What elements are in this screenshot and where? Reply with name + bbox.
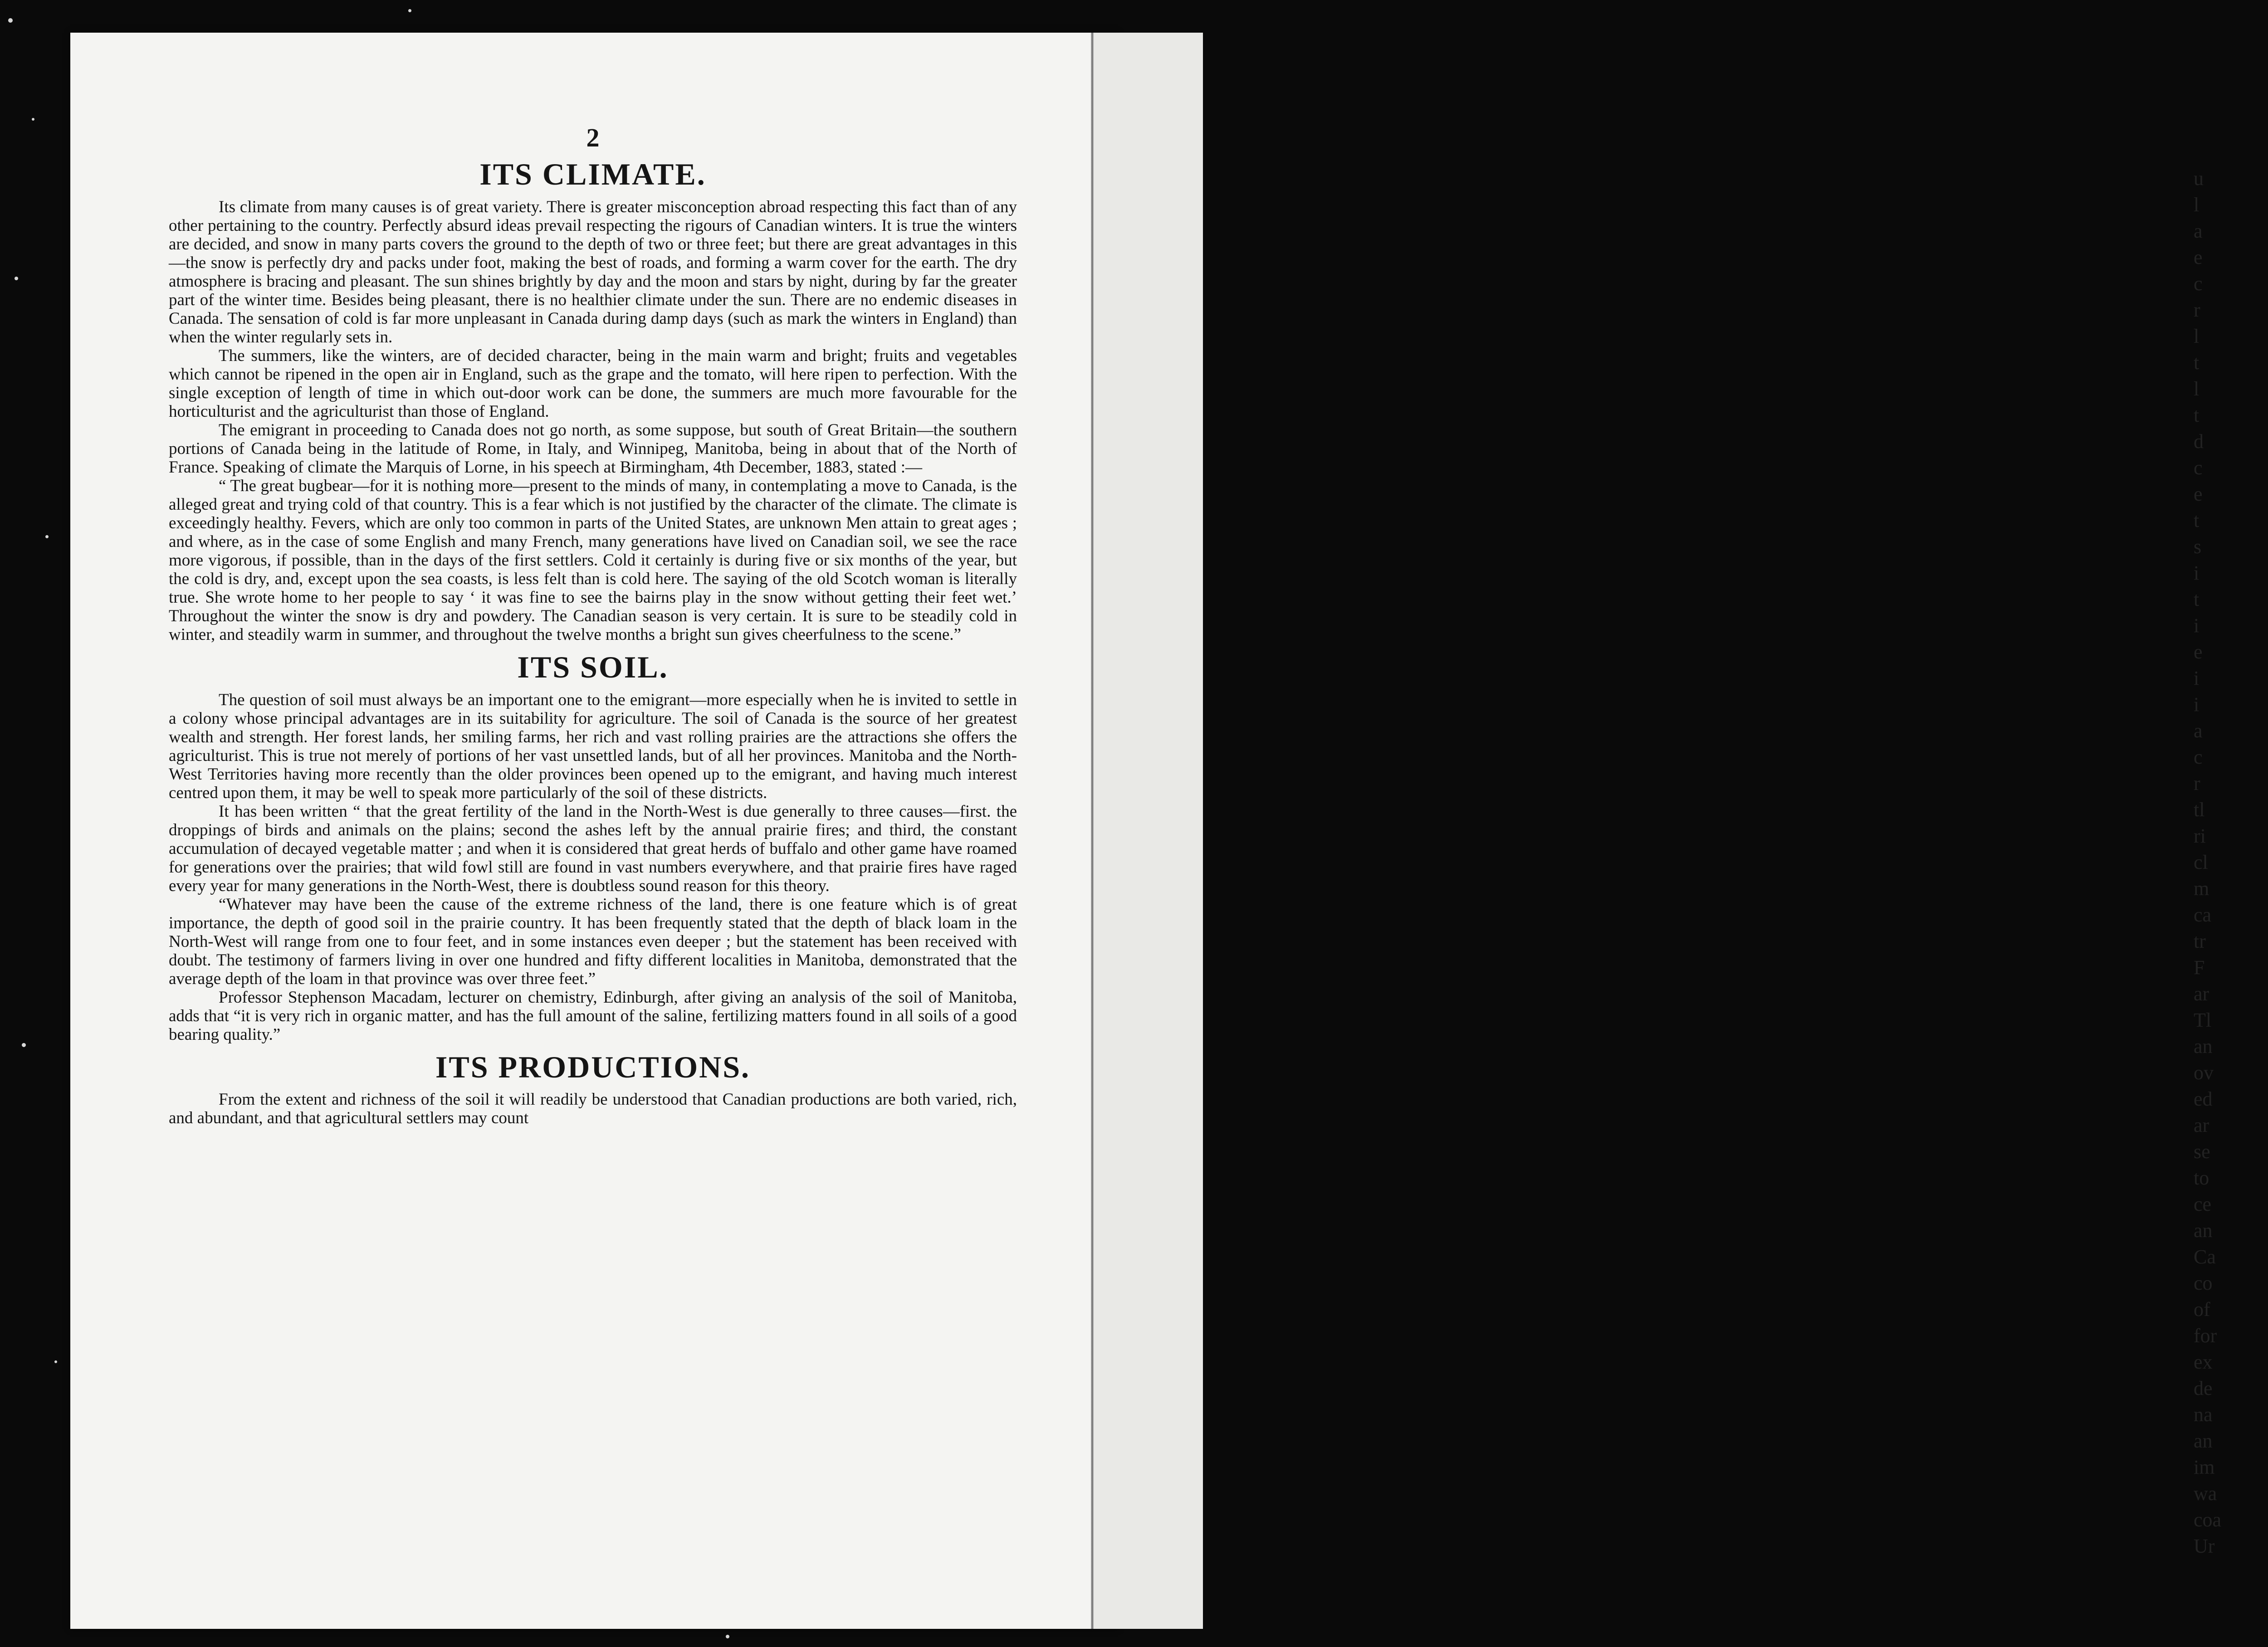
quote-paragraph: “Whatever may have been the cause of the extreme richness of the land, there is one feature which is of great importance, the depth of good soil in the prairie country. It has been frequently stated that the depth of black loam in the North-West will range from one to four feet, and in some instances even deeper ; but the statement has been received with doubt. The testimony of farmers living in over one hundred and fifty different localities in Manitoba, demonstrated that the average depth of the loam in that province was over three feet.” bbox=[169, 895, 1017, 988]
adjacent-page-fragment: l bbox=[2194, 378, 2200, 400]
adjacent-page-fragment: ce bbox=[2194, 1193, 2212, 1215]
adjacent-page-fragment: c bbox=[2194, 273, 2203, 295]
adjacent-page-fragment: se bbox=[2194, 1140, 2210, 1163]
adjacent-page-fragment: e bbox=[2194, 483, 2203, 505]
adjacent-page-fragment: Ca bbox=[2194, 1246, 2216, 1268]
section-productions bbox=[169, 1050, 1017, 1128]
adjacent-page-fragment: c bbox=[2194, 457, 2203, 479]
adjacent-page-fragment: F bbox=[2194, 956, 2205, 979]
scan-speck bbox=[54, 1360, 57, 1363]
scan-speck bbox=[408, 9, 411, 12]
adjacent-page-fragment: Ur bbox=[2194, 1535, 2215, 1557]
scan-speck bbox=[726, 1635, 729, 1638]
adjacent-page-fragment: na bbox=[2194, 1403, 2213, 1426]
page-text bbox=[169, 122, 1017, 1134]
adjacent-page-edge bbox=[1094, 33, 2222, 1629]
section-heading: ITS PRODUCTIONS. bbox=[435, 1049, 751, 1084]
adjacent-page-fragment: l bbox=[2194, 325, 2200, 347]
scan-speck bbox=[15, 277, 18, 280]
adjacent-page-fragment: e bbox=[2194, 246, 2203, 268]
adjacent-page-fragment: an bbox=[2194, 1219, 2213, 1242]
adjacent-page-fragment: e bbox=[2194, 641, 2203, 663]
adjacent-page-fragment: co bbox=[2194, 1272, 2213, 1294]
adjacent-page-fragment: s bbox=[2194, 536, 2202, 558]
adjacent-page-fragment: c bbox=[2194, 746, 2203, 768]
adjacent-page-fragment: tr bbox=[2194, 930, 2206, 952]
adjacent-page-fragment: for bbox=[2194, 1325, 2217, 1347]
adjacent-page-fragment: wa bbox=[2194, 1482, 2217, 1505]
scan-speck bbox=[8, 18, 13, 23]
paragraph: It has been written “ that the great fertility of the land in the North-West is due generally to three causes—first. the droppings of birds and animals on the plains; second the ashes left by the annual prairie fires; and third, the constant accumulation of decayed vegetable matter ; and when it is considered that great herds of buffalo and other game have roamed for generations over the prairies; that wild fowl still are found in vast numbers everywhere, and that prairie fires have raged every year for many generations in the North-West, there is doubtless sound reason for this theory. bbox=[169, 802, 1017, 895]
adjacent-page-fragment: an bbox=[2194, 1430, 2213, 1452]
paragraph: Professor Stephenson Macadam, lecturer on chemistry, Edinburgh, after giving an analysis of the soil of Manitoba, adds that “it is very rich in organic matter, and has the full amount of the saline, fertilizing matters found in all soils of a good bearing quality.” bbox=[169, 988, 1017, 1044]
adjacent-page-fragment: coa bbox=[2194, 1509, 2222, 1531]
section-soil bbox=[169, 650, 1017, 1044]
adjacent-page-fragment: im bbox=[2194, 1456, 2215, 1478]
scan-speck bbox=[22, 1043, 26, 1047]
adjacent-page-fragment: t bbox=[2194, 404, 2200, 426]
adjacent-page-fragment: l bbox=[2194, 194, 2200, 216]
adjacent-page-fragment: ex bbox=[2194, 1351, 2213, 1373]
page-gutter bbox=[1091, 33, 1094, 1629]
scan-speck bbox=[32, 118, 34, 121]
paragraph: The emigrant in proceeding to Canada does not go north, as some suppose, but south of Great Britain—the southern portions of Canada being in the latitude of Rome, in Italy, and Winnipeg, Manitoba, being in about that of the North of France. Speaking of climate the Marquis of Lorne, in his speech at Birmingham, 4th December, 1883, stated :— bbox=[169, 420, 1017, 477]
adjacent-page-fragment: r bbox=[2194, 299, 2200, 321]
adjacent-page-fragment: a bbox=[2194, 220, 2203, 242]
adjacent-page-fragment: d bbox=[2194, 430, 2204, 453]
adjacent-page-fragment: ed bbox=[2194, 1088, 2213, 1110]
adjacent-page-text bbox=[2194, 33, 2268, 1629]
adjacent-page-fragment: ar bbox=[2194, 1114, 2209, 1136]
adjacent-page-fragment: tl bbox=[2194, 799, 2205, 821]
paragraph: From the extent and richness of the soil it will readily be understood that Canadian productions are both varied, rich, and abundant, and that agricultural settlers may count bbox=[169, 1090, 1017, 1128]
adjacent-page-fragment: t bbox=[2194, 509, 2200, 531]
paragraph: The summers, like the winters, are of decided character, being in the main warm and bright; fruits and vegetables which cannot be ripened in the open air in England, such as the grape and the tomato, will here ripen to perfection. With the single exception of length of time in which out-door work can be done, the summers are much more favourable for the horticulturist and the agriculturist than those of England. bbox=[169, 346, 1017, 421]
page-number: 2 bbox=[586, 123, 600, 152]
adjacent-page-fragment: t bbox=[2194, 351, 2200, 374]
section-heading: ITS CLIMATE. bbox=[479, 157, 706, 191]
section-heading: ITS SOIL. bbox=[517, 649, 669, 684]
adjacent-page-fragment: Tl bbox=[2194, 1009, 2212, 1031]
adjacent-page-fragment: m bbox=[2194, 877, 2209, 900]
adjacent-page-fragment: u bbox=[2194, 167, 2204, 190]
adjacent-page-fragment: i bbox=[2194, 667, 2200, 689]
adjacent-page-fragment: a bbox=[2194, 720, 2203, 742]
quote-paragraph: “ The great bugbear—for it is nothing more—present to the minds of many, in contemplating a move to Canada, is the alleged great and trying cold of that country. This is a fear which is not justified by the character of the climate. The climate is exceedingly healthy. Fevers, which are only too common in parts of the United States, are unknown Men attain to great ages ; and where, as in the case of some English and many French, many generations have lived on Canadian soil, we see the race more vigorous, if possible, than in the days of the first settlers. Cold it certainly is during five or six months of the year, but the cold is dry, and, except upon the sea coasts, is less felt than is cold here. The saying of the old Scotch woman is literally true. She wrote home to her people to say ‘ it was fine to see the bairns play in the snow without getting their feet wet.’ Throughout the winter the snow is dry and powdery. The Canadian season is very certain. It is sure to be steadily cold in winter, and steadily warm in summer, and throughout the twelve months a bright sun gives cheerfulness to the scene.” bbox=[169, 476, 1017, 644]
adjacent-page-fragment: an bbox=[2194, 1035, 2213, 1057]
adjacent-page-fragment: i bbox=[2194, 693, 2200, 716]
section-climate bbox=[169, 157, 1017, 644]
adjacent-page-fragment: to bbox=[2194, 1167, 2209, 1189]
adjacent-page-fragment: ca bbox=[2194, 904, 2212, 926]
adjacent-page-fragment: t bbox=[2194, 588, 2200, 610]
adjacent-page-fragment: ov bbox=[2194, 1062, 2214, 1084]
adjacent-page-fragment: i bbox=[2194, 614, 2200, 637]
adjacent-page-fragment: de bbox=[2194, 1377, 2213, 1399]
adjacent-page-fragment: r bbox=[2194, 772, 2200, 794]
paragraph: Its climate from many causes is of great variety. There is greater misconception abroad respecting this fact than of any other pertaining to the country. Perfectly absurd ideas prevail respecting the rigours of Canadian winters. It is true the winters are decided, and snow in many parts covers the ground to the depth of two or three feet; but there are great advantages in this—the snow is perfectly dry and packs under foot, making the best of roads, and forming a warm cover for the earth. The dry atmosphere is bracing and pleasant. The sun shines brightly by day and the moon and stars by night, during by far the greater part of the winter time. Besides being pleasant, there is no healthier climate under the sun. There are no endemic diseases in Canada. The sensation of cold is far more unpleasant in Canada during damp days (such as mark the winters in England) than when the winter regularly sets in. bbox=[169, 197, 1017, 346]
paragraph: The question of soil must always be an important one to the emigrant—more especially when he is invited to settle in a colony whose principal advantages are in its suitability for agriculture. The soil of Canada is the source of her greatest wealth and strength. Her forest lands, her smiling farms, her rich and vast rolling prairies are the attractions she offers the agriculturist. This is true not merely of portions of her vast unsettled lands, but of all her provinces. Manitoba and the North-West Territories having more recently than the older provinces been opened up to the emigrant, and having much interest centred upon them, it may be well to speak more particularly of the soil of these districts. bbox=[169, 690, 1017, 802]
adjacent-page-fragment: ri bbox=[2194, 825, 2206, 847]
adjacent-page-fragment: cl bbox=[2194, 851, 2208, 873]
adjacent-page-fragment: i bbox=[2194, 562, 2200, 584]
adjacent-page-fragment: of bbox=[2194, 1298, 2210, 1321]
adjacent-page-fragment: ar bbox=[2194, 983, 2209, 1005]
scan-speck bbox=[45, 535, 49, 538]
